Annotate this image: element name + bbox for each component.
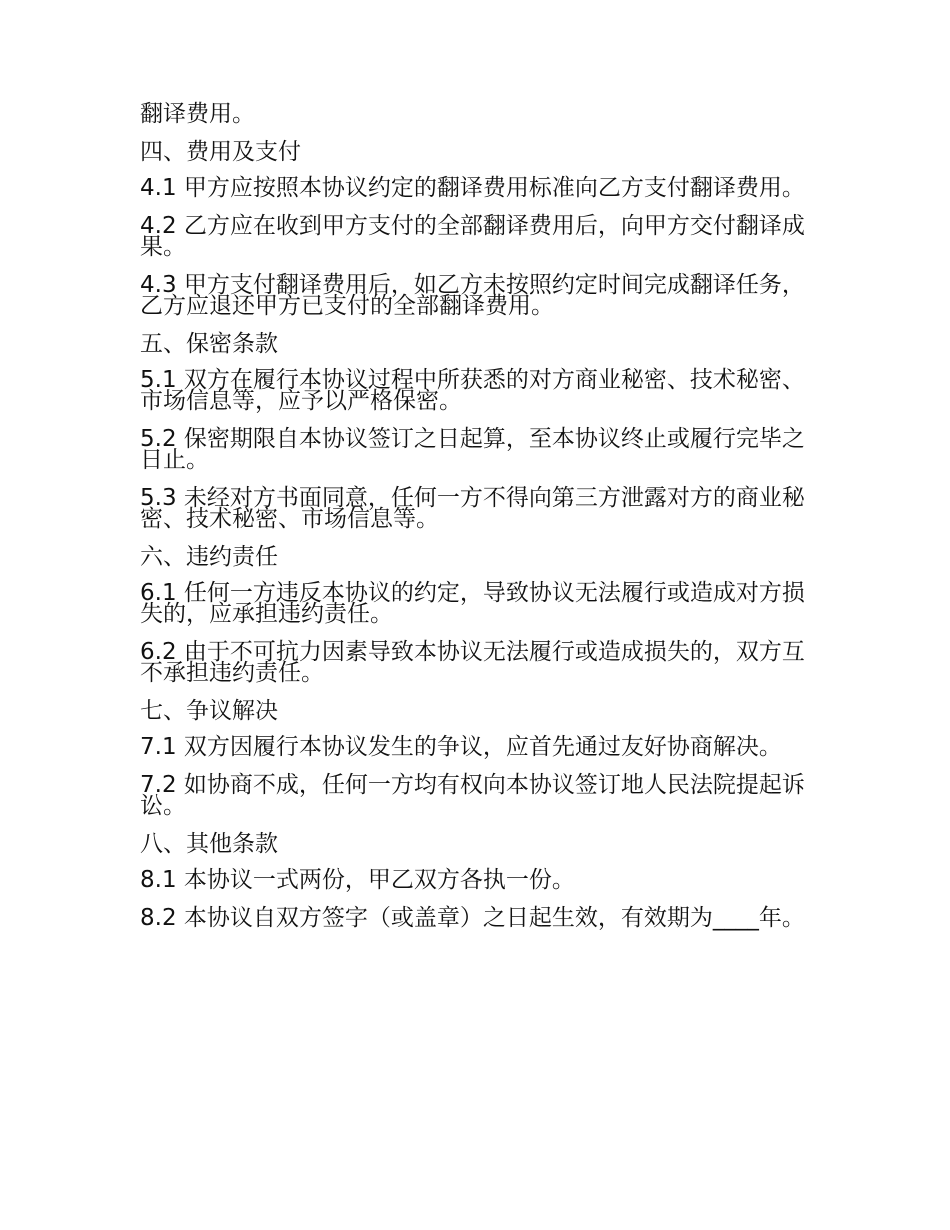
section-heading-liability: 六、违约责任 [140,544,278,570]
clause-4-1: 4.1 甲方应按照本协议约定的翻译费用标准向乙方支付翻译费用。 [140,175,805,201]
clause-8-2: 8.2 本协议自双方签字（或盖章）之日起生效，有效期为____年。 [140,905,805,931]
section-heading-confidentiality: 五、保密条款 [140,331,278,357]
clause-7-1: 7.1 双方因履行本协议发生的争议，应首先通过友好协商解决。 [140,734,782,760]
clause-6-2: 6.2 由于不可抗力因素导致本协议无法履行或造成损失的，双方互不承担违约责任。 [140,639,805,686]
paragraph-continuation: 翻译费用。 [140,101,255,127]
clause-7-2: 7.2 如协商不成，任何一方均有权向本协议签订地人民法院提起诉讼。 [140,772,805,819]
clause-6-1: 6.1 任何一方违反本协议的约定，导致协议无法履行或造成对方损失的，应承担违约责任。 [140,580,805,627]
clause-5-1: 5.1 双方在履行本协议过程中所获悉的对方商业秘密、技术秘密、市场信息等，应予以严格保密。 [140,367,805,414]
clause-4-3: 4.3 甲方支付翻译费用后，如乙方未按照约定时间完成翻译任务，乙方应退还甲方已支付的全部翻译费用。 [140,272,805,319]
section-heading-dispute: 七、争议解决 [140,698,278,724]
document-body [140,101,805,946]
section-heading-other: 八、其他条款 [140,831,278,857]
clause-8-1: 8.1 本协议一式两份，甲乙双方各执一份。 [140,867,575,893]
clause-5-3: 5.3 未经对方书面同意，任何一方不得向第三方泄露对方的商业秘密、技术秘密、市场信息等。 [140,485,805,532]
clause-5-2: 5.2 保密期限自本协议签订之日起算，至本协议终止或履行完毕之日止。 [140,426,805,473]
clause-4-2: 4.2 乙方应在收到甲方支付的全部翻译费用后，向甲方交付翻译成果。 [140,213,805,260]
section-heading-fees: 四、费用及支付 [140,139,301,165]
